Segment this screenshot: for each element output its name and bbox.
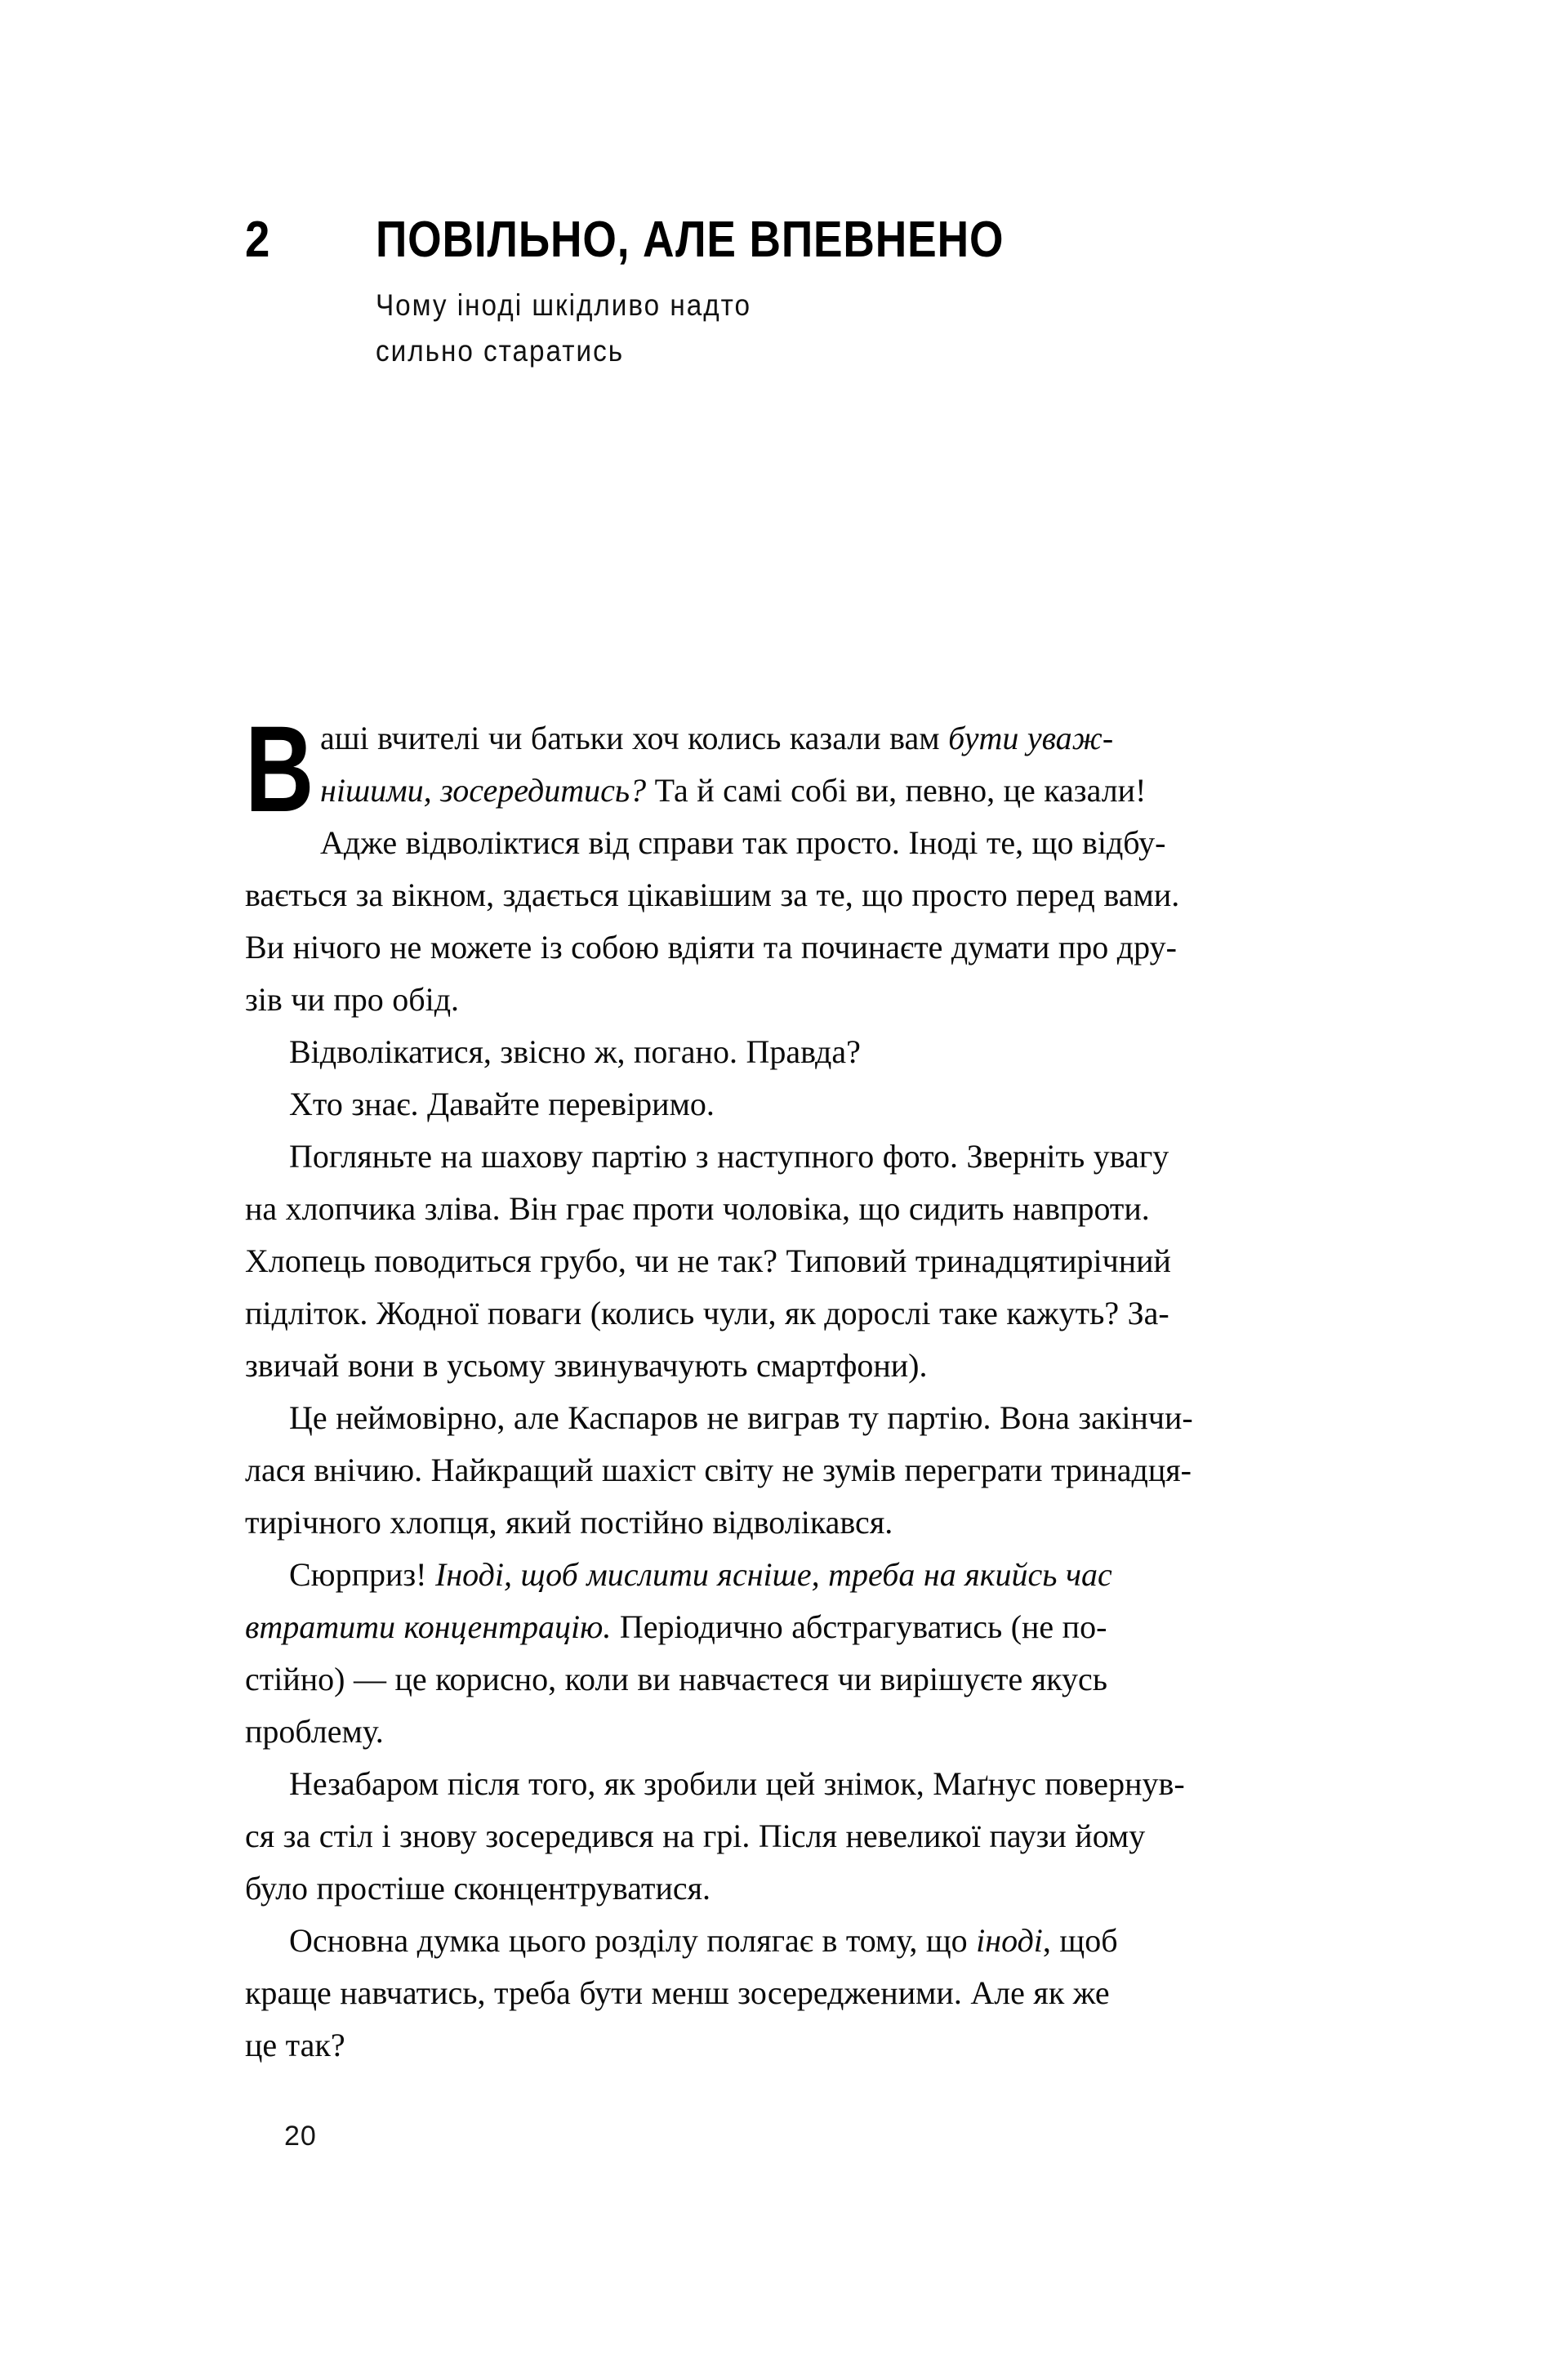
emphasis-text: іноді <box>976 1922 1043 1959</box>
chapter-title: ПОВІЛЬНО, АЛЕ ВПЕВНЕНО <box>376 212 1004 268</box>
body-text: Основна думка цього розділу полягає в тому, що <box>289 1922 977 1959</box>
body-text: Це неймовірно, але Каспаров не виграв ту партію. Вона закінчи- <box>289 1399 1193 1436</box>
text-line <box>245 2019 1409 2072</box>
text-line <box>245 817 1409 869</box>
paragraph <box>245 1392 1409 1549</box>
body-text: на хлопчика зліва. Він грає проти чоловіка, що сидить навпроти. <box>245 1190 1150 1227</box>
chapter-subtitle <box>376 283 1302 374</box>
body-text: аші вчителі чи батьки хоч колись казали вам <box>320 720 949 756</box>
drop-cap: В <box>245 700 314 837</box>
chapter-subtitle-line-1: Чому іноді шкідливо надто <box>376 288 752 322</box>
body-text: Сюрприз! <box>289 1556 435 1593</box>
text-line <box>245 1287 1409 1340</box>
paragraph <box>245 1131 1409 1392</box>
chapter-header <box>245 214 1405 374</box>
body-text: Хто знає. Давайте перевіримо. <box>289 1086 715 1122</box>
text-line <box>245 1810 1409 1862</box>
text-line <box>245 974 1409 1026</box>
text-line <box>245 1235 1409 1287</box>
body-text: було простіше сконцентруватися. <box>245 1870 711 1907</box>
text-line <box>245 1915 1409 1967</box>
text-line <box>245 1862 1409 1915</box>
paragraph <box>245 700 1409 1026</box>
body-text: зів чи про обід. <box>245 981 460 1018</box>
paragraph <box>245 1915 1409 2072</box>
text-line <box>245 1706 1409 1758</box>
text-line <box>245 1078 1409 1131</box>
emphasis-text: бути уваж- <box>948 720 1114 756</box>
body-text: тирічного хлопця, який постійно відволікався. <box>245 1504 893 1541</box>
text-line <box>245 869 1409 921</box>
paragraph <box>245 1026 1409 1078</box>
text-line <box>245 1601 1409 1653</box>
body-text: це так? <box>245 2027 345 2063</box>
body-text: підліток. Жодної поваги (колись чули, як дорослі таке кажуть? За- <box>245 1295 1169 1331</box>
body-text: Та й самі собі ви, певно, це казали! <box>646 772 1147 809</box>
body-text: ся за стіл і знову зосередився на грі. Після невеликої паузи йому <box>245 1818 1146 1854</box>
text-line <box>245 1496 1409 1549</box>
body-text: Періодично абстрагуватись (не по- <box>611 1608 1107 1645</box>
text-line <box>245 1758 1409 1810</box>
text-line <box>245 1444 1409 1496</box>
chapter-number: 2 <box>245 212 270 268</box>
body-text: стійно) — це корисно, коли ви навчаєтеся чи вирішуєте якусь <box>245 1661 1107 1697</box>
body-text-block <box>245 700 1409 2072</box>
body-text: Адже відволіктися від справи так просто. Іноді те, що відбу- <box>320 824 1166 861</box>
text-line <box>245 1653 1409 1706</box>
body-text: Незабаром після того, як зробили цей знімок, Маґнус повернув- <box>289 1765 1185 1802</box>
text-line <box>245 1549 1409 1601</box>
text-line <box>245 1183 1409 1235</box>
text-line <box>245 1967 1409 2019</box>
chapter-subtitle-line-2: сильно старатись <box>376 334 625 368</box>
text-line <box>245 1131 1409 1183</box>
text-line <box>245 765 1409 817</box>
body-text: Ви нічого не можете із собою вдіяти та починаєте думати про дру- <box>245 929 1177 966</box>
emphasis-text: втратити концентрацію. <box>245 1608 612 1645</box>
text-line <box>245 1026 1409 1078</box>
body-text: краще навчатись, треба бути менш зосередженими. Але як же <box>245 1974 1110 2011</box>
emphasis-text: Іноді, щоб мислити ясніше, треба на якийсь час <box>435 1556 1112 1593</box>
body-text: вається за вікном, здається цікавішим за те, що просто перед вами. <box>245 876 1180 913</box>
paragraph <box>245 1549 1409 1758</box>
text-line <box>245 1340 1409 1392</box>
text-line <box>245 1392 1409 1444</box>
body-text: , щоб <box>1042 1922 1118 1959</box>
text-line <box>245 921 1409 974</box>
body-text: звичай вони в усьому звинувачують смартфони). <box>245 1347 928 1384</box>
body-text: лася внічию. Найкращий шахіст світу не зумів переграти тринадця- <box>245 1452 1192 1488</box>
text-line <box>245 712 1409 765</box>
body-text: Відволікатися, звісно ж, погано. Правда? <box>289 1033 861 1070</box>
chapter-title-row <box>245 214 1405 266</box>
page-number: 20 <box>284 2121 317 2152</box>
body-text: проблему. <box>245 1713 384 1750</box>
paragraph <box>245 1078 1409 1131</box>
body-text: Погляньте на шахову партію з наступного фото. Зверніть увагу <box>289 1138 1169 1175</box>
body-text: Хлопець поводиться грубо, чи не так? Типовий тринадцятирічний <box>245 1242 1171 1279</box>
emphasis-text: нішими, зосередитись? <box>320 772 647 809</box>
paragraph <box>245 1758 1409 1915</box>
